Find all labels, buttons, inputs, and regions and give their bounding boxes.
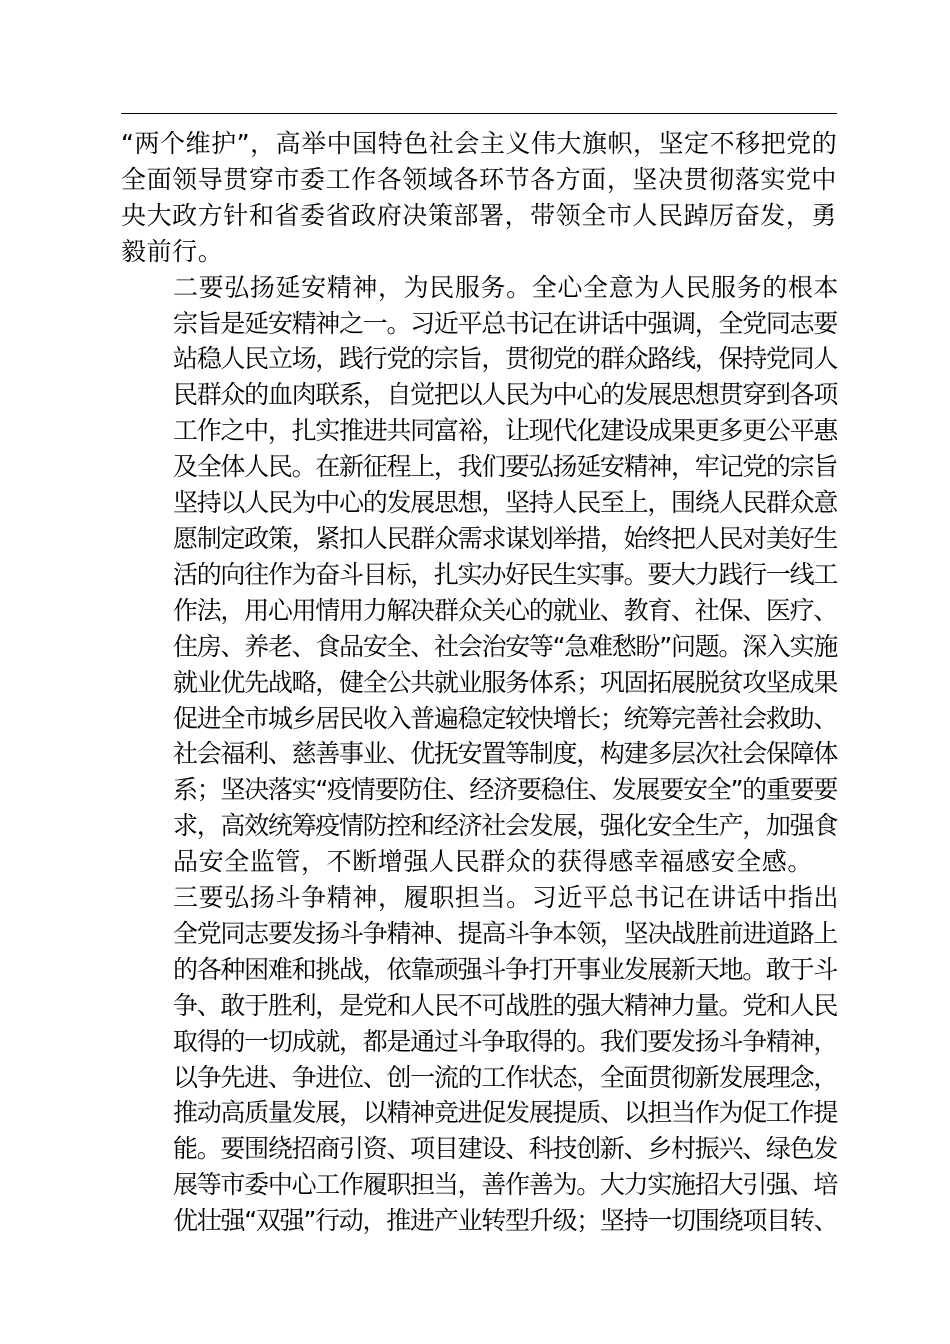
text-line: 全面领导贯穿市委工作各领域各环节各方面，坚决贯彻落实党中 (121, 164, 837, 194)
text-line: 二要弘扬延安精神，为民服务。全心全意为人民服务的根本 (173, 272, 837, 302)
text-line: 活的向往作为奋斗目标，扎实办好民生实事。要大力践行一线工 (173, 559, 837, 589)
text-line: 站稳人民立场，践行党的宗旨，贯彻党的群众路线，保持党同人 (173, 344, 837, 374)
text-line: 住房、养老、食品安全、社会治安等“急难愁盼”问题。深入实施 (173, 631, 837, 661)
text-line: 取得的一切成就，都是通过斗争取得的。我们要发扬斗争精神， (173, 1026, 837, 1056)
document-body (121, 126, 837, 1239)
text-line: “两个维护”，高举中国特色社会主义伟大旗帜，坚定不移把党的 (121, 129, 838, 158)
text-line: 全党同志要发扬斗争精神、提高斗争本领，坚决战胜前进道路上 (173, 918, 837, 948)
text-line: 三要弘扬斗争精神，履职担当。习近平总书记在讲话中指出 (173, 883, 837, 913)
paragraph (121, 126, 837, 270)
text-line: 促进全市城乡居民收入普遍稳定较快增长；统筹完善社会救助、 (173, 703, 837, 733)
text-line: 民群众的血肉联系，自觉把以人民为中心的发展思想贯穿到各项 (173, 380, 837, 410)
text-line: 求，高效统筹疫情防控和经济社会发展，强化安全生产，加强食 (173, 811, 837, 841)
text-line: 推动高质量发展，以精神竞进促发展提质、以担当作为促工作提 (173, 1098, 837, 1128)
header-rule (121, 113, 837, 114)
text-line: 争、敢于胜利，是党和人民不可战胜的强大精神力量。党和人民 (173, 990, 837, 1020)
text-line: 央大政方针和省委省政府决策部署，带领全市人民踔厉奋发，勇 (121, 200, 837, 230)
text-line: 毅前行。 (121, 236, 224, 266)
text-line: 能。要围绕招商引资、项目建设、科技创新、乡村振兴、绿色发 (173, 1134, 837, 1164)
text-line: 作法，用心用情用力解决群众关心的就业、教育、社保、医疗、 (173, 595, 837, 625)
text-line: 就业优先战略，健全公共就业服务体系；巩固拓展脱贫攻坚成果 (173, 667, 837, 697)
text-line: 愿制定政策，紧扣人民群众需求谋划举措，始终把人民对美好生 (173, 523, 837, 553)
text-line: 的各种困难和挑战，依靠顽强斗争打开事业发展新天地。敢于斗 (173, 954, 837, 984)
text-line: 工作之中，扎实推进共同富裕，让现代化建设成果更多更公平惠 (173, 416, 837, 446)
text-line: 品安全监管，不断增强人民群众的获得感幸福感安全感。 (173, 847, 814, 877)
text-line: 优壮强“双强”行动，推进产业转型升级；坚持一切围绕项目转、 (173, 1206, 838, 1236)
paragraph (121, 880, 837, 1239)
text-line: 系；坚决落实“疫情要防住、经济要稳住、发展要安全”的重要要 (173, 775, 837, 805)
text-line: 宗旨是延安精神之一。习近平总书记在讲话中强调，全党同志要 (173, 308, 837, 338)
text-line: 展等市委中心工作履职担当，善作善为。大力实施招大引强、培 (173, 1170, 837, 1200)
paragraph (121, 270, 837, 880)
text-line: 及全体人民。在新征程上，我们要弘扬延安精神，牢记党的宗旨 (173, 452, 837, 482)
text-line: 坚持以人民为中心的发展思想，坚持人民至上，围绕人民群众意 (173, 488, 837, 518)
text-line: 以争先进、争进位、创一流的工作状态，全面贯彻新发展理念， (173, 1062, 837, 1092)
text-line: 社会福利、慈善事业、优抚安置等制度，构建多层次社会保障体 (173, 739, 837, 769)
